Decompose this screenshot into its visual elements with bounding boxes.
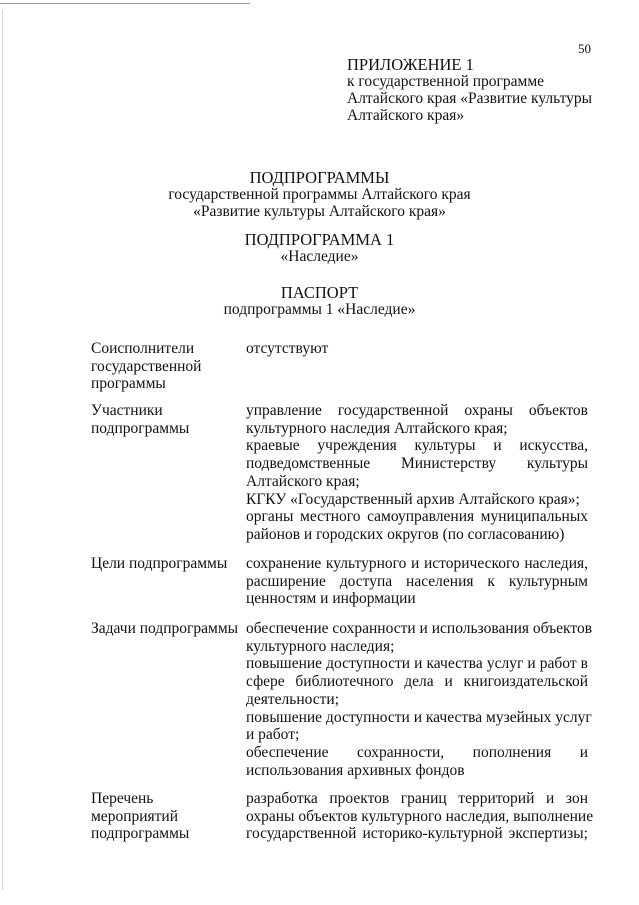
row-label-line: Соисполнители <box>91 340 195 357</box>
row-value-line: государственной историко-культурной экспертизы; <box>246 825 588 843</box>
row-label-line: подпрограммы <box>91 419 190 437</box>
appendix-line: Алтайского края» <box>347 107 465 124</box>
row-value-line: культурного наследия Алтайского края; <box>246 419 508 437</box>
row-value-line: деятельности; <box>246 690 340 708</box>
row-label-line: мероприятий <box>91 807 179 825</box>
row-value-line: обеспечение сохранности и использования объектов <box>246 620 593 637</box>
row-value-line: сохранение культурного и исторического наследия, <box>246 555 588 572</box>
row-label <box>91 340 236 393</box>
passport-heading <box>0 284 639 318</box>
passport-title: ПАСПОРТ <box>280 283 359 302</box>
row-value <box>246 555 588 608</box>
row-value-line: обеспечение сохранности, пополнения и <box>246 743 588 761</box>
row-label <box>91 620 239 638</box>
row-value-line: КГКУ «Государственный архив Алтайского края»; <box>246 490 580 508</box>
row-value-line: ценностям и информации <box>246 590 416 608</box>
row-value <box>246 620 593 779</box>
subprogram-heading <box>0 231 639 265</box>
row-value-line: сфере библиотечного дела и книгоиздательской <box>246 673 588 691</box>
subprograms-subtitle-line: государственной программы Алтайского края <box>168 186 471 203</box>
subprogram-name: «Наследие» <box>280 248 359 265</box>
row-value-line: Алтайского края; <box>246 472 360 490</box>
row-value-line: краевые учреждения культуры и искусства, <box>246 437 588 455</box>
scan-artifact-line <box>0 3 250 4</box>
page-number: 50 <box>578 41 591 56</box>
appendix-line: Алтайского края «Развитие культуры <box>347 90 593 107</box>
row-label-line: государственной <box>91 357 202 375</box>
subprogram-title: ПОДПРОГРАММА 1 <box>244 230 395 249</box>
row-value-line: разработка проектов границ территорий и зон <box>246 790 588 807</box>
row-value-line: отсутствуют <box>246 340 329 357</box>
row-value-line: использования архивных фондов <box>246 761 465 779</box>
row-label-line: Перечень <box>91 790 154 807</box>
row-value-line: расширение доступа населения к культурным <box>246 572 588 590</box>
row-label <box>91 402 236 437</box>
row-label-line: программы <box>91 375 166 393</box>
row-value-line: повышение доступности и качества музейных услуг <box>246 708 592 726</box>
row-value-line: подведомственные Министерству культуры <box>246 455 588 473</box>
row-label-line: Задачи подпрограммы <box>91 620 239 637</box>
scan-edge-shadow <box>2 10 3 890</box>
row-label-line: подпрограммы <box>91 825 190 843</box>
row-label-line: Цели подпрограммы <box>91 555 228 572</box>
passport-subtitle: подпрограммы 1 «Наследие» <box>223 301 416 318</box>
row-label-line: Участники <box>91 402 163 419</box>
row-label <box>91 790 236 843</box>
appendix-title: ПРИЛОЖЕНИЕ 1 <box>347 55 474 74</box>
appendix-block <box>347 56 592 124</box>
row-value-line: и работ; <box>246 726 300 744</box>
row-label <box>91 555 236 573</box>
row-value-line: управление государственной охраны объектов <box>246 402 588 419</box>
subprograms-subtitle-line: «Развитие культуры Алтайского края» <box>193 203 446 220</box>
appendix-line: к государственной программе <box>347 73 545 90</box>
row-value <box>246 790 594 843</box>
row-value <box>246 402 588 544</box>
subprograms-heading <box>0 169 639 220</box>
row-value-line: органы местного самоуправления муниципальных <box>246 508 588 526</box>
row-value-line: районов и городских округов (по согласованию) <box>246 525 565 543</box>
row-value-line: культурного наследия; <box>246 637 395 655</box>
row-value <box>246 340 588 358</box>
subprograms-title: ПОДПРОГРАММЫ <box>249 168 390 187</box>
row-value-line: повышение доступности и качества услуг и работ в <box>246 655 588 673</box>
row-value-line: охраны объектов культурного наследия, выполнение <box>246 807 594 825</box>
